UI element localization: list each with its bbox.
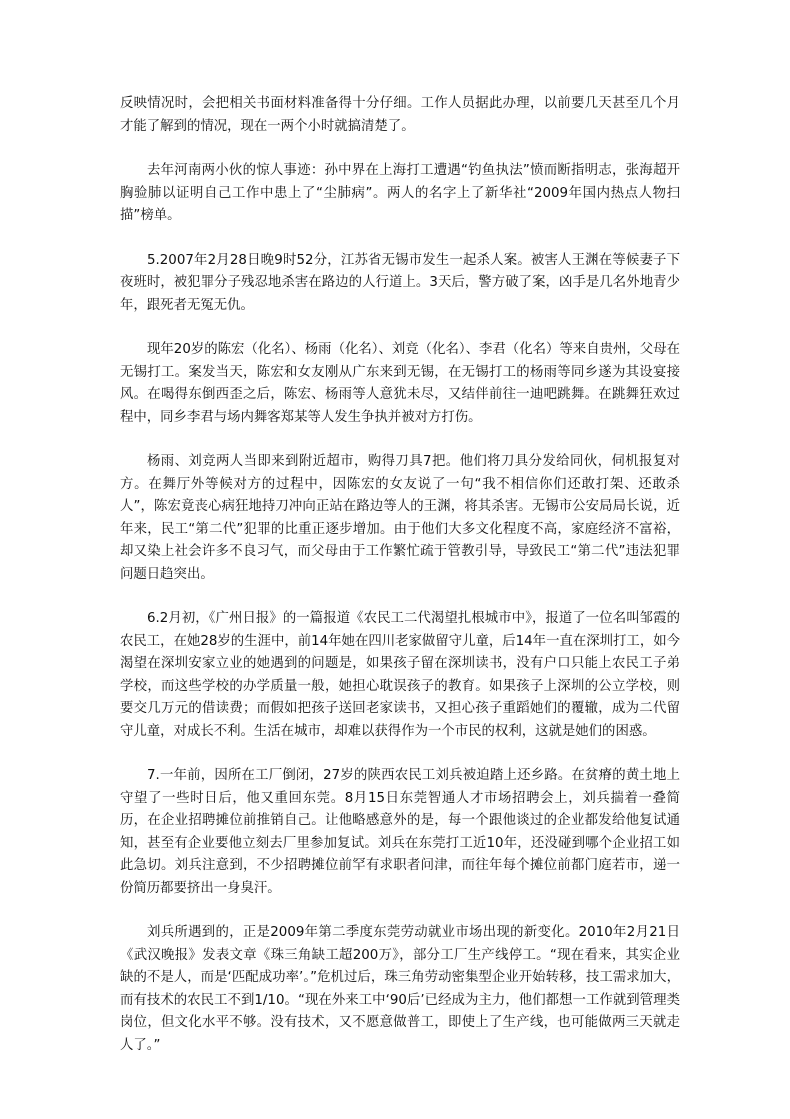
- paragraph-8: 刘兵所遇到的，正是2009年第二季度东莞劳动就业市场出现的新变化。2010年2月21日《武汉晚报》发表文章《珠三角缺工超200万》，部分工厂生产线停工。“现在看来，其实企业缺的不是人，而是‘匹配成功率’。”危机过后，珠三角劳动密集型企业开始转移，技工需求加大，而有技术的农民工不到1/10。“现在外来工中‘90后’已经成为主力，他们都想一工作就到管理类岗位，但文化水平不够。没有技术，又不愿意做普工，即使上了生产线，也可能做两三天就走人了。”: [120, 925, 680, 1053]
- paragraph-3: 5.2007年2月28日晚9时52分，江苏省无锡市发生一起杀人案。被害人王渊在等候妻子下夜班时，被犯罪分子残忍地杀害在路边的人行道上。3天后，警方破了案，凶手是几名外地青少年，跟死者无冤无仇。: [120, 252, 680, 313]
- paragraph-2: 去年河南两小伙的惊人事迹：孙中界在上海打工遭遇“钓鱼执法”愤而断指明志，张海超开胸验肺以证明自己工作中患上了“尘肺病”。两人的名字上了新华社“2009年国内热点人物扫描”榜单。: [120, 163, 680, 223]
- document-page: [120, 93, 680, 1079]
- paragraph-6: 6.2月初，《广州日报》的一篇报道《农民工二代渴望扎根城市中》，报道了一位名叫邹霞的农民工，在她28岁的生涯中，前14年她在四川老家做留守儿童，后14年一直在深圳打工，如今渴望在深圳安家立业的她遇到的问题是，如果孩子留在深圳读书，没有户口只能上农民工子弟学校，而这些学校的办学质量一般，她担心耽误孩子的教育。如果孩子上深圳的公立学校，则要交几万元的借读费；而假如把孩子送回老家读书，又担心孩子重蹈她们的覆辙，成为二代留守儿童，对成长不利。生活在城市，却难以获得作为一个市民的权利，这就是她们的困惑。: [120, 611, 680, 739]
- paragraph-7: 7.一年前，因所在工厂倒闭，27岁的陕西农民工刘兵被迫踏上还乡路。在贫瘠的黄土地上守望了一些时日后，他又重回东莞。8月15日东莞智通人才市场招聘会上，刘兵揣着一叠简历，在企业招聘摊位前推销自己。让他略感意外的是，每一个跟他谈过的企业都发给他复试通知，甚至有企业要他立刻去厂里参加复试。刘兵在东莞打工近10年，还没碰到哪个企业招工如此急切。刘兵注意到，不少招聘摊位前罕有求职者问津，而往年每个摊位前都门庭若市，递一份简历都要挤出一身臭汗。: [120, 768, 680, 896]
- paragraph-1: 反映情况时，会把相关书面材料准备得十分仔细。工作人员据此办理，以前要几天甚至几个月才能了解到的情况，现在一两个小时就搞清楚了。: [120, 96, 680, 134]
- paragraph-4: 现年20岁的陈宏（化名）、杨雨（化名）、刘竞（化名）、李君（化名）等来自贵州，父母在无锡打工。案发当天，陈宏和女友刚从广东来到无锡，在无锡打工的杨雨等同乡遂为其设宴接风。在喝得东倒西歪之后，陈宏、杨雨等人意犹未尽，又结伴前往一迪吧跳舞。在跳舞狂欢过程中，同乡李君与场内舞客郑某等人发生争执并被对方打伤。: [120, 342, 680, 425]
- paragraph-5: 杨雨、刘竞两人当即来到附近超市，购得刀具7把。他们将刀具分发给同伙，伺机报复对方。在舞厅外等候对方的过程中，因陈宏的女友说了一句“我不相信你们还敢打架、还敢杀人”，陈宏竟丧心病狂地持刀冲向正站在路边等人的王渊，将其杀害。无锡市公安局局长说，近年来，民工“第二代”犯罪的比重正逐步增加。由于他们大多文化程度不高，家庭经济不富裕，却又染上社会许多不良习气，而父母由于工作繁忙疏于管教引导，导致民工“第二代”违法犯罪问题日趋突出。: [120, 454, 680, 582]
